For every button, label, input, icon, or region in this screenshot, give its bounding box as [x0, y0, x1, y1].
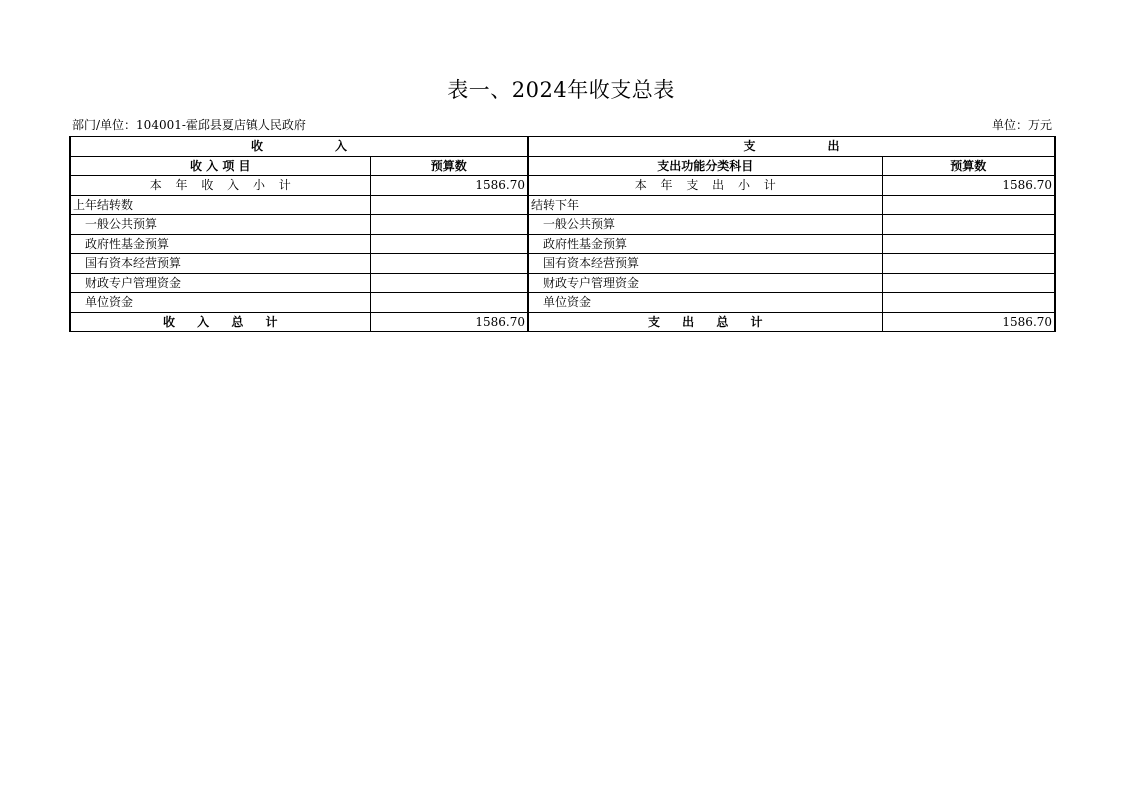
- income-row-label: 一般公共预算: [70, 215, 370, 235]
- expense-row-value: [882, 215, 1055, 235]
- expense-row-label: 一般公共预算: [528, 215, 882, 235]
- expense-budget-header: 预算数: [882, 156, 1055, 176]
- income-section-header: 收 入: [70, 137, 528, 157]
- expense-row-value: [882, 234, 1055, 254]
- department-label: 部门/单位：104001-霍邱县夏店镇人民政府: [72, 118, 306, 132]
- page-title: 表一、2024年收支总表: [447, 78, 675, 102]
- expense-row-label: 政府性基金预算: [528, 234, 882, 254]
- expense-row-label: 单位资金: [528, 293, 882, 313]
- table-row: [70, 254, 1055, 274]
- expense-subtotal-label: 本 年 支 出 小 计: [528, 176, 882, 196]
- income-subtotal-label: 本 年 收 入 小 计: [70, 176, 370, 196]
- income-row-value: [370, 293, 528, 313]
- expense-row-value: [882, 273, 1055, 293]
- expense-row-value: [882, 293, 1055, 313]
- income-row-label: 上年结转数: [70, 195, 370, 215]
- table-row: [70, 293, 1055, 313]
- income-row-value: [370, 234, 528, 254]
- income-total-value: 1586.70: [370, 312, 528, 332]
- expense-item-header: 支出功能分类科目: [528, 156, 882, 176]
- unit-label: 单位：万元: [991, 118, 1052, 132]
- income-row-label: 单位资金: [70, 293, 370, 313]
- income-row-value: [370, 254, 528, 274]
- expense-subtotal-value: 1586.70: [882, 176, 1055, 196]
- expense-total-value: 1586.70: [882, 312, 1055, 332]
- income-subtotal-value: 1586.70: [370, 176, 528, 196]
- table-row: [70, 215, 1055, 235]
- table-row: [70, 234, 1055, 254]
- expense-row-label: 结转下年: [528, 195, 882, 215]
- expense-row-label: 财政专户管理资金: [528, 273, 882, 293]
- income-row-label: 国有资本经营预算: [70, 254, 370, 274]
- section-header-row: [70, 137, 1055, 157]
- expense-total-label: 支 出 总 计: [528, 312, 882, 332]
- income-item-header: 收 入 项 目: [70, 156, 370, 176]
- income-budget-header: 预算数: [370, 156, 528, 176]
- income-row-label: 政府性基金预算: [70, 234, 370, 254]
- budget-summary-table: [69, 136, 1056, 332]
- expense-section-header: 支 出: [528, 137, 1055, 157]
- table-row: [70, 195, 1055, 215]
- totals-row: [70, 312, 1055, 332]
- income-row-label: 财政专户管理资金: [70, 273, 370, 293]
- column-header-row: [70, 156, 1055, 176]
- expense-row-value: [882, 195, 1055, 215]
- expense-row-label: 国有资本经营预算: [528, 254, 882, 274]
- income-row-value: [370, 195, 528, 215]
- income-total-label: 收 入 总 计: [70, 312, 370, 332]
- table-row: [70, 176, 1055, 196]
- income-row-value: [370, 273, 528, 293]
- income-row-value: [370, 215, 528, 235]
- table-row: [70, 273, 1055, 293]
- expense-row-value: [882, 254, 1055, 274]
